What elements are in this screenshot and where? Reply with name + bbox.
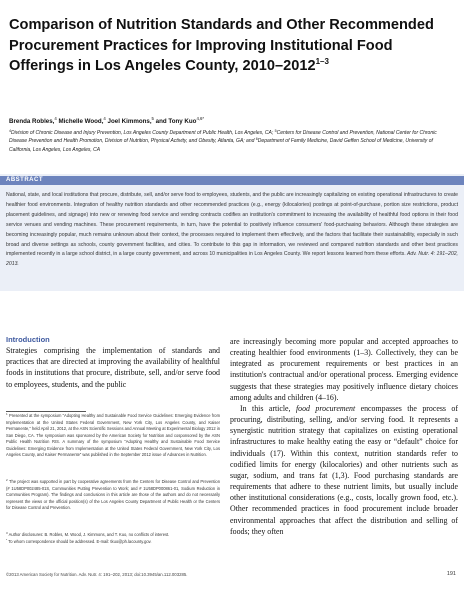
footnote-1 [6,413,220,459]
footnote-divider [6,411,86,412]
footnote-text: Presented at the symposium “Adopting Healthy and Sustainable Food Service Guidelines: Emerging Evidence from Implementation at the United States Federal Government, New York City, Los Angeles County, and Kaiser Permanente,” held April 21, 2012, at the ASN Scientific Sessions and Annual Meeting at Experimental Biology 2012 in San Diego, CA. The symposium was sponsored by the American Society for Nutrition and cosponsored by the ASN Public Health Nutrition RIS. A summary of the symposium “Adopting Healthy and Sustainable Food Service Guidelines: Emerging Evidence from Implementation at the United States Federal Government, New York City, Los Angeles County, and Kaiser Permanente” was published in the September 2012 issue of Advances in Nutrition. [6,413,220,458]
author-name: Brenda Robles, [9,118,55,125]
intro-emphasis: food procurement [295,403,356,413]
affil-text: Department of Family Medicine, David Geffen School of Medicine, University of California, Los Angeles, Los Angeles, CA [9,138,433,153]
article-title [9,15,449,77]
footer-copyright: ©2013 American Society for Nutrition. Adv. Nutr. 4: 191–202, 2013; doi:10.3945/an.112.003285. [6,572,188,577]
affil-sup: 6 [255,137,258,142]
intro-paragraph: are increasingly becoming more popular and accepted approaches to creating healthier food environments (1–3). Collectively, they can be integrated as procurement requirements or best practices in an institution's contractual and/or operational process. Emerging evidence suggests that these strategies may positively influence dietary choices among adults and children (4–16). [230,337,458,402]
abstract-body: National, state, and local institutions that procure, distribute, sell, and/or serve food to employees, students, and the public are increasingly capitalizing on existing operational infrastructures to create healthier food environments. Integration of healthy nutrition standards and other recommended practices (e.g., energy (kilocalories) postings at point-of-purchase, portion size restrictions, product placement guidelines, and signage) into new or renewing food service and vending contracts codifies an institution's commitment to increasing the availability of healthful food options in their food service venues and vending machines. These procurement requirements, in turn, have the potential to positively influence consumers' food-purchasing behaviors. Although these strategies are becoming increasingly popular, much remains unknown about their context, the processes required to implement them effectively, and the factors that facilitate their sustainability, especially in such broad and diverse settings as schools, county government facilities, and cities. To contribute to this gap in information, we reviewed and compared nutrition standards and other best practices implemented recently in a large school district, in a large county government, and across 10 municipalities in Los Angeles County. We report lessons learned from these efforts. [6,192,458,258]
footnote-sup: 3 [6,531,8,535]
intro-text: encompasses the process of procuring, distributing, selling, and/or serving food. It represents a synergistic nutrition strategy that capitalizes on existing operational infrastructures to make healthy eating the easy or “default” choice for individuals (17). Within this context, nutrition standards refer to codified limits for energy (kilocalories) and other nutrients such as sugar, sodium, and trans fat (1,3). Food purchasing standards are requirements that adhere to these nutrient limits, but usually include other institutional considerations (e.g., costs, locally grown food, etc.). Other recommended practices in food procurement include broader environmental approaches that affect the distribution and selling of foods; they often [230,403,458,536]
affiliations [9,129,455,154]
footnote-correspondence [6,539,220,546]
intro-paragraph [230,403,458,537]
author-name: Joel Kimmons, [105,118,152,125]
affil-text: Division of Chronic Disease and Injury Prevention, Los Angeles County Department of Public Health, Los Angeles, CA; [11,130,275,136]
author-sup: 5 [151,116,154,121]
abstract-text [6,191,458,270]
footnote-text: To whom correspondence should be addressed. E-mail: tkuo@ph.lacounty.gov. [8,539,152,544]
footnote-sup: 1 [6,412,8,416]
author-sup: 4,6* [196,116,205,121]
intro-left-text: Strategies comprising the implementation of standards and practices that are directed at improving the availability of healthful foods in institutions that procure, distribute, sell, and/or serve food to employees, students, and the public [6,346,220,389]
affil-sup: 5 [274,129,277,133]
abstract-citation: Adv. Nutr. 4: 191–202, 2013. [6,251,458,268]
author-sup: 4 [103,116,106,121]
page-number: 191 [446,571,456,577]
title-superscript: 1–3 [315,57,329,66]
author-sup: 4 [54,116,57,121]
section-heading-introduction: Introduction [6,335,50,344]
abstract-label: ABSTRACT [6,177,43,183]
title-text: Comparison of Nutrition Standards and Other Recommended Procurement Practices for Improving Institutional Food Offerings in Los Angeles County, 2010–2012 [9,17,434,74]
intro-text: In this article, [240,403,296,413]
footnote-text: The project was supported in part by cooperative agreements from the Centers for Disease Control and Prevention (# 1U58DP002485-01S, Communities Putting Prevention to Work; and # 1U58DP000861-01, Sodium Reduction in Communities Program). The findings and conclusions in this article are those of the authors and do not necessarily represent the views or the official position(s) of the Los Angeles County Department of Public Health or the Centers for Disease Control and Prevention. [6,479,220,511]
intro-right-column [230,336,458,537]
author-name: Michelle Wood, [56,118,104,125]
footnote-2 [6,479,220,512]
affil-text: Centers for Disease Control and Prevention, National Center for Chronic Disease Prevention and Health Promotion, Division of Nutrition, Physical Activity, and Obesity, Atlanta, GA; and [9,130,437,145]
affil-sup: 4 [9,129,11,133]
footnote-text: Author disclosures: B. Robles, M. Wood, J. Kimmons, and T. Kuo, no conflicts of interest. [8,532,170,537]
footnote-sup: 2 [6,478,8,482]
author-name: and Tony Kuo [153,118,197,125]
footnote-sup: * [6,538,8,542]
abstract-header-bar [0,176,464,185]
author-list [9,118,454,125]
footnote-3 [6,532,220,539]
